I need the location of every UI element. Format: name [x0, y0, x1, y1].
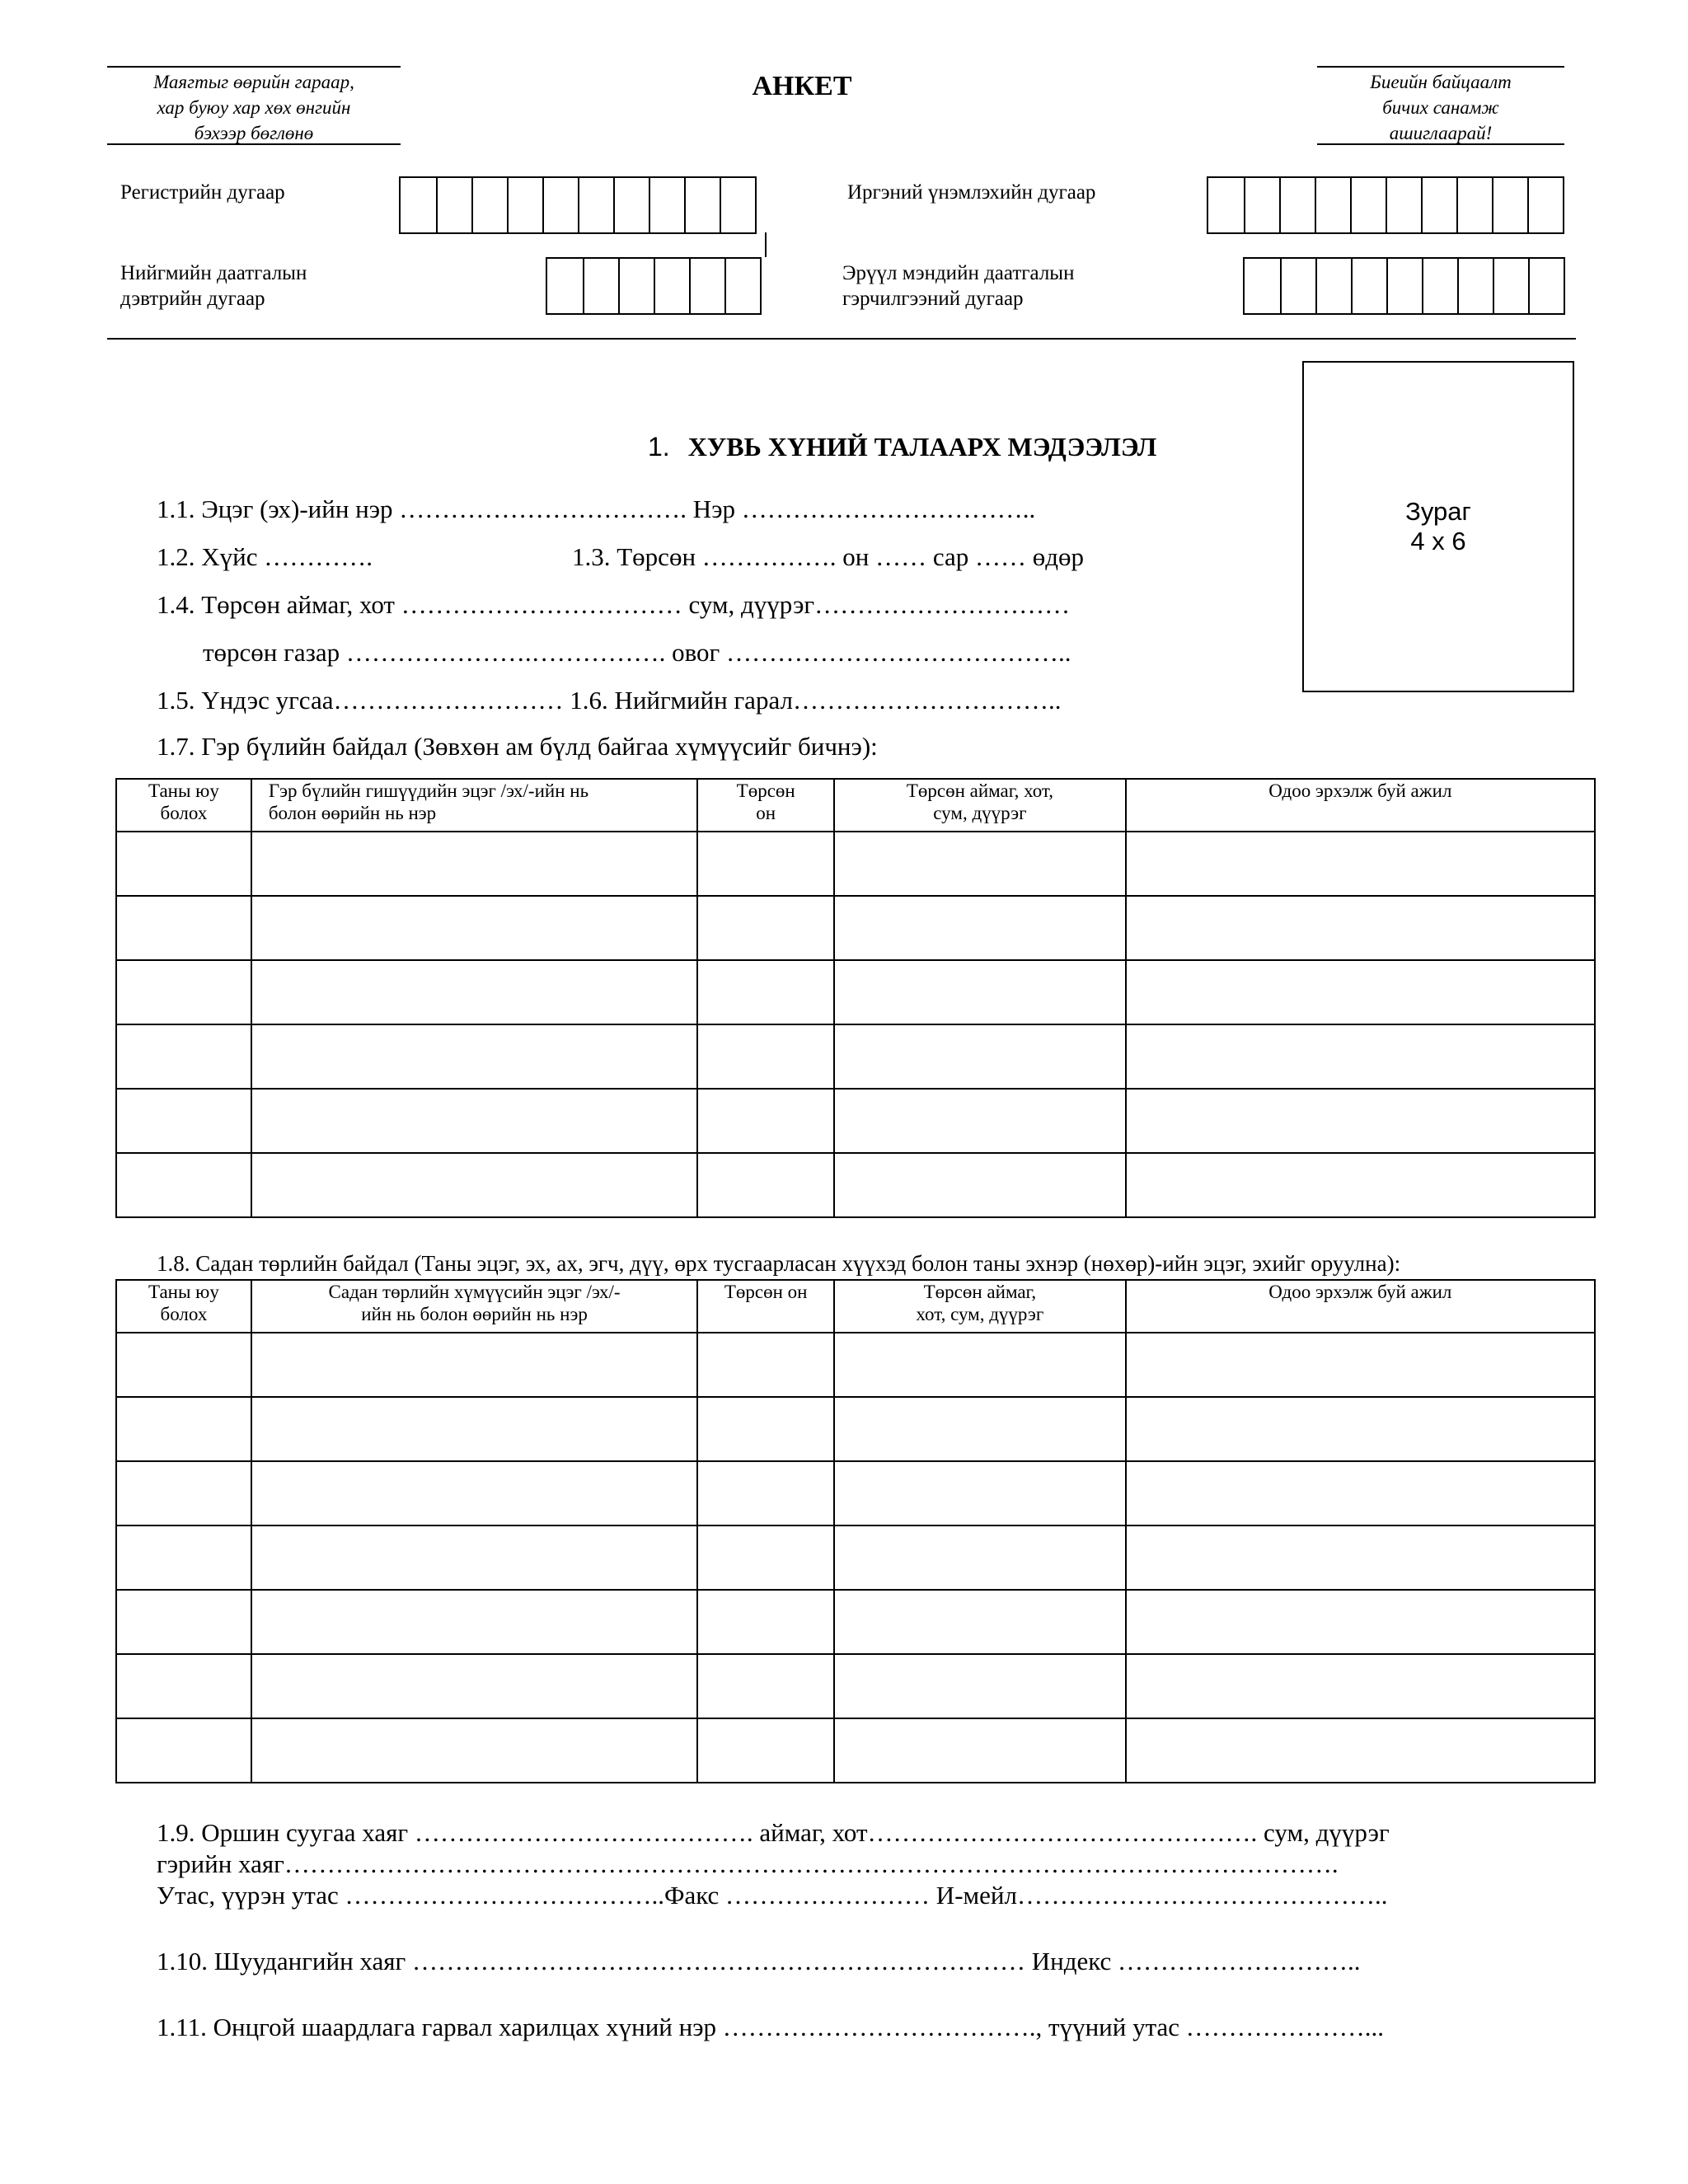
family-table: [115, 778, 1596, 1218]
digit-box[interactable]: [1315, 259, 1351, 313]
table-cell[interactable]: [834, 1461, 1126, 1526]
header-line: Төрсөн аймаг,: [923, 1282, 1037, 1302]
digit-box[interactable]: [401, 178, 436, 232]
table-cell[interactable]: [116, 1590, 251, 1654]
table-cell[interactable]: [697, 1718, 834, 1783]
table-cell[interactable]: [116, 1654, 251, 1718]
table-cell[interactable]: [116, 1461, 251, 1526]
table-row: [116, 1654, 1595, 1718]
section-number: 1.: [648, 432, 670, 462]
field-line-1-9-home[interactable]: гэрийн хаяг…………………………………………………………………………………………………………….: [157, 1849, 1339, 1878]
photo-label: Зураг: [1405, 497, 1471, 526]
table-cell[interactable]: [697, 1461, 834, 1526]
table-row: [116, 1718, 1595, 1783]
table-cell[interactable]: [251, 1654, 697, 1718]
digit-box[interactable]: [507, 178, 542, 232]
table-row: [116, 832, 1595, 896]
right-note-line: Биеийн байцаалт: [1370, 72, 1512, 92]
table-cell[interactable]: [116, 1526, 251, 1590]
table-cell[interactable]: [697, 1526, 834, 1590]
right-note-top-rule: [1317, 66, 1564, 68]
field-line-1-10[interactable]: 1.10. Шуудангийн хаяг ……………………………………………………………… Индекс ………………………..: [157, 1947, 1361, 1975]
table-cell[interactable]: [116, 1718, 251, 1783]
table-cell[interactable]: [834, 1089, 1126, 1153]
header-line: он: [756, 803, 776, 823]
section-1-title: [648, 432, 1156, 462]
col-header-occupation: [1126, 1280, 1595, 1333]
table-cell[interactable]: [697, 1089, 834, 1153]
table-cell[interactable]: [251, 1333, 697, 1397]
photo-size-label: 4 x 6: [1410, 527, 1466, 555]
citizen-id-boxes[interactable]: [1207, 176, 1564, 234]
header-line: болох: [160, 1304, 208, 1324]
digit-box[interactable]: [654, 259, 689, 313]
table-row: [116, 960, 1595, 1024]
table-cell[interactable]: [251, 1024, 697, 1089]
table-header-row: [116, 779, 1595, 832]
social-insurance-boxes[interactable]: [546, 257, 762, 315]
field-line-1-2[interactable]: 1.2. Хүйс ………….: [157, 542, 373, 571]
table-cell[interactable]: [251, 1153, 697, 1217]
table-cell[interactable]: [1126, 896, 1595, 960]
col-header-birthplace: [834, 779, 1126, 832]
field-line-1-9-phone[interactable]: Утас, үүрэн утас ………………………………..Факс …………………… И-мейл……………………………………..: [157, 1881, 1388, 1910]
table-cell[interactable]: [697, 1590, 834, 1654]
left-note-line: бэхээр бөглөнө: [194, 123, 314, 143]
table-row: [116, 896, 1595, 960]
digit-box[interactable]: [436, 178, 471, 232]
digit-box[interactable]: [1279, 178, 1315, 232]
digit-box[interactable]: [1528, 259, 1564, 313]
col-header-relation: [116, 779, 251, 832]
digit-box[interactable]: [684, 178, 720, 232]
table-cell[interactable]: [1126, 1654, 1595, 1718]
digit-box[interactable]: [1492, 178, 1527, 232]
register-number-boxes[interactable]: [399, 176, 757, 234]
col-header-occupation: [1126, 779, 1595, 832]
field-line-1-5[interactable]: 1.5. Үндэс угсаа……………………… 1.6. Нийгмийн гарал…………………………..: [157, 686, 1062, 715]
table-cell[interactable]: [1126, 1526, 1595, 1590]
digit-box[interactable]: [720, 178, 755, 232]
left-note-line: Маягтыг өөрийн гараар,: [153, 72, 354, 92]
right-note-bottom-rule: [1317, 143, 1564, 145]
health-insurance-label: [842, 260, 1074, 312]
header-line: хот, сум, дүүрэг: [916, 1304, 1044, 1324]
digit-box[interactable]: [1208, 178, 1244, 232]
field-line-1-9[interactable]: 1.9. Оршин суугаа хаяг …………………………………. аймаг, хот………………………………………. сум, дүүрэг: [157, 1818, 1390, 1847]
col-header-birth-year: [697, 779, 834, 832]
digit-box[interactable]: [1351, 259, 1386, 313]
table-cell[interactable]: [251, 1089, 697, 1153]
table-cell[interactable]: [834, 1333, 1126, 1397]
table-cell[interactable]: [1126, 960, 1595, 1024]
digit-box[interactable]: [1386, 178, 1421, 232]
table-cell[interactable]: [251, 960, 697, 1024]
register-label: Регистрийн дугаар: [120, 181, 285, 204]
digit-box[interactable]: [613, 178, 649, 232]
table-cell[interactable]: [834, 896, 1126, 960]
table-cell[interactable]: [251, 1397, 697, 1461]
table-cell[interactable]: [834, 1397, 1126, 1461]
digit-box[interactable]: [547, 259, 583, 313]
table-cell[interactable]: [834, 1153, 1126, 1217]
health-insurance-boxes[interactable]: [1243, 257, 1565, 315]
digit-box[interactable]: [649, 178, 684, 232]
digit-box[interactable]: [1315, 178, 1350, 232]
table-cell[interactable]: [834, 1654, 1126, 1718]
digit-box[interactable]: [1421, 178, 1456, 232]
table-cell[interactable]: [1126, 1397, 1595, 1461]
field-line-1-11[interactable]: 1.11. Онцгой шаардлага гарвал харилцах хүний нэр ………………………………., түүний утас …………………...: [157, 2013, 1385, 2041]
field-line-1-1[interactable]: 1.1. Эцэг (эх)-ийн нэр ……………………………. Нэр ……………………………..: [157, 494, 1036, 523]
digit-box[interactable]: [724, 259, 760, 313]
table-row: [116, 1461, 1595, 1526]
digit-box[interactable]: [1386, 259, 1422, 313]
table-cell[interactable]: [251, 1526, 697, 1590]
table-cell[interactable]: [1126, 832, 1595, 896]
digit-box[interactable]: [1456, 178, 1492, 232]
header-line: Таны юу: [148, 1282, 219, 1302]
header-line: болон өөрийн нь нэр: [268, 803, 437, 823]
digit-box[interactable]: [1493, 259, 1528, 313]
table-cell[interactable]: [116, 1089, 251, 1153]
table-cell[interactable]: [834, 1526, 1126, 1590]
photo-placeholder[interactable]: [1302, 361, 1574, 692]
header-line: Одоо эрхэлж буй ажил: [1268, 780, 1452, 801]
table-row: [116, 1397, 1595, 1461]
col-header-relation: [116, 1280, 251, 1333]
right-note: [1317, 69, 1564, 146]
table-cell[interactable]: [1126, 1024, 1595, 1089]
table-cell[interactable]: [1126, 1333, 1595, 1397]
table-cell[interactable]: [1126, 1718, 1595, 1783]
table-cell[interactable]: [834, 1590, 1126, 1654]
col-header-birthplace: [834, 1280, 1126, 1333]
header-line: Төрсөн: [736, 780, 795, 801]
relatives-table: [115, 1279, 1596, 1783]
section-title-text: ХУВЬ ХҮНИЙ ТАЛААРХ МЭДЭЭЛЭЛ: [687, 432, 1157, 462]
header-line: болох: [160, 803, 208, 823]
table-cell[interactable]: [251, 1590, 697, 1654]
header-line: Садан төрлийн хүмүүсийн эцэг /эх/-: [328, 1282, 621, 1302]
digit-box[interactable]: [1244, 178, 1279, 232]
table-row: [116, 1089, 1595, 1153]
family-table-body: [116, 832, 1595, 1217]
table-cell[interactable]: [1126, 1590, 1595, 1654]
table-cell[interactable]: [251, 896, 697, 960]
table-cell[interactable]: [116, 960, 251, 1024]
table-cell[interactable]: [1126, 1461, 1595, 1526]
table-cell[interactable]: [116, 832, 251, 896]
table-row: [116, 1153, 1595, 1217]
table-row: [116, 1333, 1595, 1397]
field-line-1-4-place[interactable]: төрсөн газар ………………….……………. овог …………………………………..: [203, 638, 1071, 667]
digit-box[interactable]: [1527, 178, 1563, 232]
header-line: Гэр бүлийн гишүүдийн эцэг /эх/-ийн нь: [268, 780, 589, 801]
digit-box[interactable]: [618, 259, 654, 313]
connector-line: [765, 232, 767, 257]
header-line: ийн нь болон өөрийн нь нэр: [361, 1304, 588, 1324]
right-note-line: бичих санамж: [1382, 97, 1499, 118]
social-insurance-label-line: Нийгмийн даатгалын: [120, 262, 307, 284]
table-cell[interactable]: [697, 960, 834, 1024]
left-note: [107, 69, 401, 146]
table-row: [116, 1590, 1595, 1654]
field-line-1-4[interactable]: 1.4. Төрсөн аймаг, хот …………………………… сум, дүүрэг…………………………: [157, 590, 1071, 619]
header-line: Одоо эрхэлж буй ажил: [1268, 1282, 1452, 1302]
relatives-table-body: [116, 1333, 1595, 1783]
header-line: Таны юу: [148, 780, 219, 801]
digit-box[interactable]: [1280, 259, 1315, 313]
table-cell[interactable]: [834, 1024, 1126, 1089]
table-row: [116, 1526, 1595, 1590]
field-line-1-3[interactable]: 1.3. Төрсөн ……………. он …… сар …… өдөр: [572, 542, 1085, 571]
digit-box[interactable]: [1350, 178, 1386, 232]
table-cell[interactable]: [1126, 1153, 1595, 1217]
header-line: Төрсөн он: [724, 1282, 808, 1302]
table-cell[interactable]: [697, 896, 834, 960]
left-note-bottom-rule: [107, 143, 401, 145]
field-line-1-7: 1.7. Гэр бүлийн байдал (Зөвхөн ам бүлд байгаа хүмүүсийг бичнэ):: [157, 732, 878, 761]
social-insurance-label-line: дэвтрийн дугаар: [120, 288, 265, 310]
digit-box[interactable]: [583, 259, 618, 313]
table-cell[interactable]: [697, 1024, 834, 1089]
form-title: АНКЕТ: [752, 71, 852, 101]
left-note-top-rule: [107, 66, 401, 68]
table-cell[interactable]: [116, 1333, 251, 1397]
table-row: [116, 1024, 1595, 1089]
health-insurance-label-line: Эрүүл мэндийн даатгалын: [842, 262, 1075, 284]
table-cell[interactable]: [697, 832, 834, 896]
table-cell[interactable]: [251, 1718, 697, 1783]
col-header-birth-year: [697, 1280, 834, 1333]
header-divider: [107, 338, 1576, 340]
table-cell[interactable]: [251, 832, 697, 896]
social-insurance-label: [120, 260, 307, 312]
field-line-1-8: 1.8. Садан төрлийн байдал (Таны эцэг, эх, ах, эгч, дүү, өрх тусгаарласан хүүхэд болон таны эхнэр (нөхөр)-ийн эцэг, эхийг оруулна):: [157, 1251, 1401, 1276]
table-cell[interactable]: [697, 1153, 834, 1217]
digit-box[interactable]: [542, 178, 578, 232]
header-line: Төрсөн аймаг, хот,: [906, 780, 1053, 801]
digit-box[interactable]: [689, 259, 724, 313]
table-cell[interactable]: [697, 1333, 834, 1397]
citizen-id-label: Иргэний үнэмлэхийн дугаар: [847, 181, 1096, 204]
table-header-row: [116, 1280, 1595, 1333]
header-line: сум, дүүрэг: [933, 803, 1027, 823]
table-cell[interactable]: [834, 832, 1126, 896]
table-cell[interactable]: [697, 1397, 834, 1461]
table-cell[interactable]: [116, 896, 251, 960]
left-note-line: хар буюу хар хөх өнгийн: [157, 97, 351, 118]
digit-box[interactable]: [1422, 259, 1457, 313]
table-cell[interactable]: [1126, 1089, 1595, 1153]
digit-box[interactable]: [1457, 259, 1493, 313]
table-cell[interactable]: [116, 1397, 251, 1461]
table-cell[interactable]: [834, 960, 1126, 1024]
digit-box[interactable]: [1245, 259, 1280, 313]
table-cell[interactable]: [697, 1654, 834, 1718]
col-header-name: [251, 1280, 697, 1333]
digit-box[interactable]: [578, 178, 613, 232]
table-cell[interactable]: [834, 1718, 1126, 1783]
right-note-line: ашиглаарай!: [1389, 123, 1493, 143]
table-cell[interactable]: [116, 1024, 251, 1089]
table-cell[interactable]: [116, 1153, 251, 1217]
col-header-name: [251, 779, 697, 832]
digit-box[interactable]: [471, 178, 507, 232]
table-cell[interactable]: [251, 1461, 697, 1526]
health-insurance-label-line: гэрчилгээний дугаар: [842, 288, 1024, 310]
